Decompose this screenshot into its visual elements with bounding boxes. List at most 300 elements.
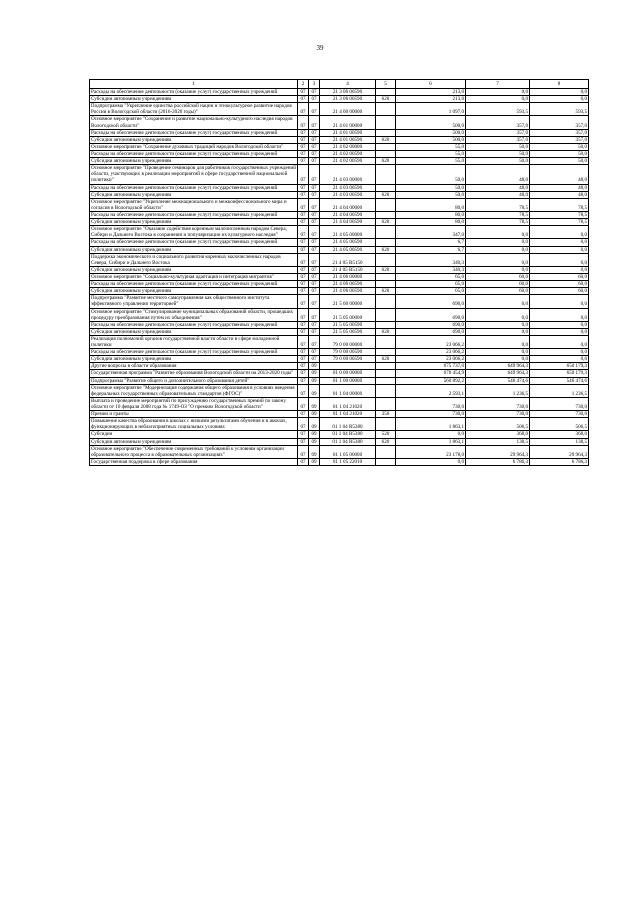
amount-year-1: 55,0 xyxy=(396,143,466,150)
target-article-code: 21 4 02 00590 xyxy=(320,158,376,165)
target-article-code: 79 0 00 00000 xyxy=(320,335,376,348)
amount-year-2: 357,0 xyxy=(466,136,530,143)
row-name: Субсидии автономным учреждениям xyxy=(90,328,298,335)
amount-year-1: 213,0 xyxy=(396,96,466,103)
subsection-code: 07 xyxy=(309,136,320,143)
subsection-code: 07 xyxy=(309,288,320,295)
amount-year-3: 6 786,3 xyxy=(530,458,589,465)
amount-year-1: 675 737,0 xyxy=(396,363,466,370)
row-name: Расходы на обеспечение деятельности (оказание услуг) государственных учреждений xyxy=(90,150,298,157)
amount-year-2: 78,5 xyxy=(466,219,530,226)
target-article-code: 01 1 05 22010 xyxy=(320,458,376,465)
amount-year-1: 1 863,1 xyxy=(396,418,466,431)
target-article-code: 01 1 05 00000 xyxy=(320,445,376,458)
target-article-code: 21 4 01 00590 xyxy=(320,129,376,136)
expense-type-code xyxy=(376,418,396,431)
row-name: Основное мероприятие "Социально-культурная адаптация и интеграция мигрантов" xyxy=(90,273,298,280)
column-header: 2 xyxy=(298,80,309,89)
amount-year-2: 368,0 xyxy=(466,431,530,438)
target-article-code: 01 1 04 21020 xyxy=(320,411,376,418)
row-name: Повышение качества образования в школах с низкими результатами обучения и в школах, функционирующих в неблагоприятных социальных условиях xyxy=(90,418,298,431)
target-article-code: 21 4 04 00590 xyxy=(320,211,376,218)
subsection-code: 09 xyxy=(309,445,320,458)
amount-year-1: 0,0 xyxy=(396,431,466,438)
target-article-code: 21 4 05 00000 xyxy=(320,226,376,239)
amount-year-1: 670 454,9 xyxy=(396,370,466,377)
amount-year-1: 80,0 xyxy=(396,211,466,218)
target-article-code: 21 4 03 00590 xyxy=(320,191,376,198)
row-name: Субсидии автономным учреждениям xyxy=(90,191,298,198)
subsection-code: 07 xyxy=(309,165,320,184)
row-name: Премии и гранты xyxy=(90,411,298,418)
expense-type-code xyxy=(376,253,396,266)
amount-year-3: 48,0 xyxy=(530,184,589,191)
section-code: 07 xyxy=(298,438,309,445)
expense-type-code xyxy=(376,211,396,218)
row-name: Основное мероприятие "Стимулирование муниципальных образований области, прошедших процедуру преобразования путем их объединения" xyxy=(90,308,298,321)
expense-type-code xyxy=(376,184,396,191)
amount-year-1: 500,0 xyxy=(396,136,466,143)
amount-year-1: 690,0 xyxy=(396,308,466,321)
amount-year-2: 506,5 xyxy=(466,418,530,431)
target-article-code: 21 4 05 R5150 xyxy=(320,266,376,273)
amount-year-2: 0,0 xyxy=(466,266,530,273)
section-code: 07 xyxy=(298,431,309,438)
table-row xyxy=(90,116,589,129)
section-code: 07 xyxy=(298,281,309,288)
amount-year-1: 50,0 xyxy=(396,165,466,184)
amount-year-2: 78,5 xyxy=(466,198,530,211)
amount-year-2: 357,0 xyxy=(466,116,530,129)
section-code: 07 xyxy=(298,384,309,397)
amount-year-3: 50,0 xyxy=(530,143,589,150)
subsection-code: 07 xyxy=(309,321,320,328)
target-article-code: 21 4 02 00000 xyxy=(320,143,376,150)
expense-type-code xyxy=(376,295,396,308)
table-row xyxy=(90,198,589,211)
column-header: 5 xyxy=(376,80,396,89)
subsection-code: 07 xyxy=(309,253,320,266)
amount-year-2: 0,0 xyxy=(466,335,530,348)
expense-type-code xyxy=(376,129,396,136)
expense-type-code xyxy=(376,445,396,458)
expense-type-code xyxy=(376,397,396,410)
column-header: 3 xyxy=(309,80,320,89)
expense-type-code xyxy=(376,239,396,246)
amount-year-1: 1 863,1 xyxy=(396,438,466,445)
subsection-code: 07 xyxy=(309,143,320,150)
subsection-code: 07 xyxy=(309,150,320,157)
expense-type-code xyxy=(376,384,396,397)
expense-type-code xyxy=(376,349,396,356)
amount-year-2: 546 474,6 xyxy=(466,377,530,384)
amount-year-1: 340,3 xyxy=(396,253,466,266)
row-name: Субсидии автономным учреждениям xyxy=(90,438,298,445)
table-row xyxy=(90,431,589,438)
section-code: 07 xyxy=(298,335,309,348)
row-name: Субсидии автономным учреждениям xyxy=(90,96,298,103)
subsection-code: 07 xyxy=(309,89,320,96)
section-code: 07 xyxy=(298,321,309,328)
expense-type-code: 620 xyxy=(376,328,396,335)
row-name: Основное мероприятие "Обеспечение современных требований к условиям организации образовательного процесса в образовательных организациях" xyxy=(90,445,298,458)
subsection-code: 09 xyxy=(309,370,320,377)
target-article-code: 01 1 04 00000 xyxy=(320,384,376,397)
section-code: 07 xyxy=(298,370,309,377)
expense-type-code: 620 xyxy=(376,356,396,363)
amount-year-2: 730,0 xyxy=(466,397,530,410)
amount-year-1: 23 066,2 xyxy=(396,349,466,356)
subsection-code: 07 xyxy=(309,266,320,273)
section-code: 07 xyxy=(298,458,309,465)
section-code: 07 xyxy=(298,129,309,136)
subsection-code: 07 xyxy=(309,239,320,246)
table-row xyxy=(90,418,589,431)
amount-year-1: 340,3 xyxy=(396,266,466,273)
row-name: Субсидии автономным учреждениям xyxy=(90,219,298,226)
amount-year-3: 0,0 xyxy=(530,308,589,321)
section-code: 07 xyxy=(298,143,309,150)
target-article-code: 21 4 06 00000 xyxy=(320,273,376,280)
target-article-code: 01 1 04 R5380 xyxy=(320,418,376,431)
target-article-code: 79 0 00 00590 xyxy=(320,349,376,356)
subsection-code: 07 xyxy=(309,335,320,348)
amount-year-3: 357,0 xyxy=(530,116,589,129)
expense-type-code xyxy=(376,370,396,377)
section-code: 07 xyxy=(298,246,309,253)
row-name: Субсидии автономным учреждениям xyxy=(90,266,298,273)
amount-year-1: 80,0 xyxy=(396,219,466,226)
target-article-code: 79 0 00 00590 xyxy=(320,356,376,363)
amount-year-3: 0,0 xyxy=(530,239,589,246)
table-row xyxy=(90,273,589,280)
expense-type-code xyxy=(376,308,396,321)
section-code: 07 xyxy=(298,165,309,184)
expense-type-code: 620 xyxy=(376,219,396,226)
subsection-code: 07 xyxy=(309,281,320,288)
amount-year-2: 0,0 xyxy=(466,295,530,308)
target-article-code: 21 4 01 00000 xyxy=(320,116,376,129)
table-row xyxy=(90,211,589,218)
amount-year-2: 0,0 xyxy=(466,96,530,103)
amount-year-3: 357,0 xyxy=(530,136,589,143)
section-code: 07 xyxy=(298,219,309,226)
amount-year-2: 0,0 xyxy=(466,246,530,253)
section-code: 07 xyxy=(298,211,309,218)
row-name: Субсидии автономным учреждениям xyxy=(90,356,298,363)
column-header: 7 xyxy=(466,80,530,89)
row-name: Подпрограмма "Развитие местного самоуправления как общественного института эффективного управления территорией" xyxy=(90,295,298,308)
subsection-code: 07 xyxy=(309,226,320,239)
row-name: Другие вопросы в области образования xyxy=(90,363,298,370)
target-article-code: 21 4 01 00590 xyxy=(320,136,376,143)
amount-year-2: 649 964,3 xyxy=(466,370,530,377)
amount-year-2: 0,0 xyxy=(466,239,530,246)
expense-type-code: 520 xyxy=(376,431,396,438)
target-article-code: 21 4 04 00000 xyxy=(320,198,376,211)
expense-type-code: 620 xyxy=(376,438,396,445)
amount-year-3: 357,0 xyxy=(530,129,589,136)
target-article-code: 21 4 00 00000 xyxy=(320,103,376,116)
subsection-code: 07 xyxy=(309,96,320,103)
section-code: 07 xyxy=(298,253,309,266)
expense-type-code xyxy=(376,281,396,288)
amount-year-2: 0,0 xyxy=(466,253,530,266)
table-row xyxy=(90,266,589,273)
amount-year-3: 0,0 xyxy=(530,328,589,335)
amount-year-1: 500,0 xyxy=(396,116,466,129)
amount-year-2: 0,0 xyxy=(466,226,530,239)
target-article-code: 01 1 04 21020 xyxy=(320,397,376,410)
target-article-code: 21 4 05 R5150 xyxy=(320,253,376,266)
table-row xyxy=(90,129,589,136)
table-row xyxy=(90,349,589,356)
table-row xyxy=(90,96,589,103)
table-row xyxy=(90,295,589,308)
amount-year-1: 690,0 xyxy=(396,328,466,335)
row-name: Расходы на обеспечение деятельности (оказание услуг) государственных учреждений xyxy=(90,281,298,288)
section-code: 07 xyxy=(298,273,309,280)
amount-year-1: 6,7 xyxy=(396,239,466,246)
subsection-code: 07 xyxy=(309,308,320,321)
row-name: Основное мероприятие "Укрепление межнационального и межконфессионального мира и согласия в Вологодской области" xyxy=(90,198,298,211)
section-code: 07 xyxy=(298,349,309,356)
table-row xyxy=(90,136,589,143)
table-row xyxy=(90,458,589,465)
amount-year-2: 730,0 xyxy=(466,411,530,418)
amount-year-3: 593,5 xyxy=(530,103,589,116)
section-code: 07 xyxy=(298,184,309,191)
table-row xyxy=(90,246,589,253)
expense-type-code xyxy=(376,165,396,184)
expense-type-code: 620 xyxy=(376,158,396,165)
table-row xyxy=(90,328,589,335)
amount-year-2: 357,0 xyxy=(466,129,530,136)
amount-year-3: 48,0 xyxy=(530,191,589,198)
amount-year-3: 0,0 xyxy=(530,96,589,103)
expense-type-code: 620 xyxy=(376,96,396,103)
amount-year-3: 60,0 xyxy=(530,288,589,295)
amount-year-2: 29 964,3 xyxy=(466,445,530,458)
subsection-code: 07 xyxy=(309,273,320,280)
expense-type-code xyxy=(376,335,396,348)
expense-type-code xyxy=(376,273,396,280)
column-header: 1 xyxy=(90,80,298,89)
row-name: Субсидии автономным учреждениям xyxy=(90,158,298,165)
amount-year-3: 50,0 xyxy=(530,150,589,157)
section-code: 07 xyxy=(298,116,309,129)
target-article-code: 21 4 03 00000 xyxy=(320,165,376,184)
subsection-code: 07 xyxy=(309,116,320,129)
expense-type-code xyxy=(376,103,396,116)
section-code: 07 xyxy=(298,308,309,321)
amount-year-1: 65,0 xyxy=(396,273,466,280)
target-article-code: 01 1 04 R5380 xyxy=(320,438,376,445)
subsection-code: 07 xyxy=(309,198,320,211)
table-row xyxy=(90,370,589,377)
amount-year-1: 213,0 xyxy=(396,89,466,96)
expense-type-code xyxy=(376,150,396,157)
amount-year-3: 138,5 xyxy=(530,438,589,445)
table-row xyxy=(90,411,589,418)
subsection-code: 07 xyxy=(309,191,320,198)
amount-year-3: 730,0 xyxy=(530,411,589,418)
amount-year-2: 48,0 xyxy=(466,191,530,198)
subsection-code: 09 xyxy=(309,411,320,418)
row-name: Реализация полномочий органов государственной власти области в сфере молодежной политики xyxy=(90,335,298,348)
section-code: 07 xyxy=(298,158,309,165)
section-code: 07 xyxy=(298,295,309,308)
amount-year-3: 0,0 xyxy=(530,246,589,253)
expense-type-code xyxy=(376,377,396,384)
amount-year-2: 50,0 xyxy=(466,150,530,157)
amount-year-1: 730,0 xyxy=(396,397,466,410)
row-name: Основное мероприятие "Сохранение и развитие национально-культурного наследия народов Вологодской области" xyxy=(90,116,298,129)
row-name: Основное мероприятие "Проведение семинаров для работников государственных учреждений области, участвующих в реализации мероприятий в сфере государственной национальной политики" xyxy=(91,165,296,184)
subsection-code: 09 xyxy=(309,384,320,397)
subsection-code: 09 xyxy=(309,377,320,384)
amount-year-3: 78,5 xyxy=(530,211,589,218)
target-article-code: 21 3 06 00590 xyxy=(320,96,376,103)
amount-year-1: 0,0 xyxy=(396,458,466,465)
table-row xyxy=(90,308,589,321)
subsection-code: 07 xyxy=(309,103,320,116)
target-article-code: 01 1 04 R5380 xyxy=(320,431,376,438)
section-code: 07 xyxy=(298,96,309,103)
section-code: 07 xyxy=(298,103,309,116)
section-code: 07 xyxy=(298,191,309,198)
table-row xyxy=(90,89,589,96)
column-header: 8 xyxy=(530,80,589,89)
amount-year-3: 650 179,3 xyxy=(530,370,589,377)
amount-year-1: 65,0 xyxy=(396,281,466,288)
table-row xyxy=(90,219,589,226)
subsection-code: 07 xyxy=(309,219,320,226)
table-row xyxy=(90,165,589,184)
amount-year-3: 78,5 xyxy=(530,198,589,211)
amount-year-3: 48,0 xyxy=(530,165,589,184)
row-name: Поддержка экономического и социального развития коренных малочисленных народов Севера, Сибири и Дальнего Востока xyxy=(90,253,298,266)
amount-year-2: 60,0 xyxy=(466,288,530,295)
amount-year-1: 730,0 xyxy=(396,411,466,418)
target-article-code: 21 4 06 00590 xyxy=(320,281,376,288)
target-article-code xyxy=(320,363,376,370)
table-row xyxy=(90,363,589,370)
amount-year-3: 1 236,5 xyxy=(530,384,589,397)
amount-year-2: 0,0 xyxy=(466,328,530,335)
table-row xyxy=(90,143,589,150)
amount-year-1: 50,0 xyxy=(396,191,466,198)
amount-year-1: 500,0 xyxy=(396,129,466,136)
amount-year-3: 0,0 xyxy=(530,349,589,356)
subsection-code: 09 xyxy=(309,363,320,370)
subsection-code: 09 xyxy=(309,397,320,410)
amount-year-2: 48,0 xyxy=(466,184,530,191)
section-code: 07 xyxy=(298,226,309,239)
target-article-code: 01 1 00 00000 xyxy=(320,377,376,384)
table-row xyxy=(90,321,589,328)
expense-type-code: 620 xyxy=(376,246,396,253)
amount-year-2: 6 786,3 xyxy=(466,458,530,465)
row-name: Расходы на обеспечение деятельности (оказание услуг) государственных учреждений xyxy=(90,239,298,246)
row-name: Подпрограмма "Укрепление единства российской нации и этнокультурное развитие народов России в Вологодской области (2016-2020 годы)" xyxy=(90,103,298,116)
amount-year-2: 60,0 xyxy=(466,281,530,288)
section-code: 07 xyxy=(298,198,309,211)
amount-year-1: 1 097,0 xyxy=(396,103,466,116)
target-article-code: 21 4 06 00590 xyxy=(320,288,376,295)
section-code: 07 xyxy=(298,377,309,384)
table-row xyxy=(90,226,589,239)
table-row xyxy=(90,335,589,348)
section-code: 07 xyxy=(298,411,309,418)
section-code: 07 xyxy=(298,150,309,157)
expense-type-code: 620 xyxy=(376,288,396,295)
amount-year-3: 60,0 xyxy=(530,273,589,280)
expense-type-code: 620 xyxy=(376,266,396,273)
amount-year-2: 50,0 xyxy=(466,158,530,165)
section-code: 07 xyxy=(298,418,309,431)
amount-year-2: 593,5 xyxy=(466,103,530,116)
section-code: 07 xyxy=(298,328,309,335)
amount-year-1: 23 178,0 xyxy=(396,445,466,458)
amount-year-2: 50,0 xyxy=(466,143,530,150)
section-code: 07 xyxy=(298,89,309,96)
target-article-code: 21 5 05 00590 xyxy=(320,321,376,328)
amount-year-1: 347,0 xyxy=(396,226,466,239)
amount-year-3: 506,5 xyxy=(530,418,589,431)
target-article-code: 21 4 05 00590 xyxy=(320,239,376,246)
target-article-code: 01 0 00 00000 xyxy=(320,370,376,377)
amount-year-3: 0,0 xyxy=(530,295,589,308)
subsection-code: 07 xyxy=(309,211,320,218)
table-row xyxy=(90,438,589,445)
subsection-code: 07 xyxy=(309,129,320,136)
subsection-code: 09 xyxy=(309,431,320,438)
amount-year-3: 78,5 xyxy=(530,219,589,226)
subsection-code: 09 xyxy=(309,438,320,445)
amount-year-2: 0,0 xyxy=(466,349,530,356)
row-name: Расходы на обеспечение деятельности (оказание услуг) государственных учреждений xyxy=(90,129,298,136)
amount-year-3: 60,0 xyxy=(530,281,589,288)
amount-year-3: 0,0 xyxy=(530,335,589,348)
amount-year-2: 649 964,3 xyxy=(466,363,530,370)
table-row xyxy=(90,445,589,458)
expense-type-code xyxy=(376,321,396,328)
budget-table xyxy=(89,79,589,466)
amount-year-3: 730,0 xyxy=(530,397,589,410)
column-header: 4 xyxy=(320,80,376,89)
section-code: 07 xyxy=(298,266,309,273)
amount-year-2: 0,0 xyxy=(466,356,530,363)
amount-year-1: 65,0 xyxy=(396,288,466,295)
amount-year-2: 78,5 xyxy=(466,211,530,218)
table-row xyxy=(90,253,589,266)
amount-year-3: 0,0 xyxy=(530,266,589,273)
row-name: Основное мероприятие "Модернизация содержания общего образования в условиях введения федеральных государственных образовательных стандартов (ФГОС)" xyxy=(90,384,298,397)
amount-year-1: 23 066,2 xyxy=(396,335,466,348)
expense-type-code: 350 xyxy=(376,411,396,418)
amount-year-3: 546 474,6 xyxy=(530,377,589,384)
amount-year-1: 2 593,1 xyxy=(396,384,466,397)
amount-year-2: 0,0 xyxy=(466,308,530,321)
row-name: Расходы на обеспечение деятельности (оказание услуг) государственных учреждений xyxy=(90,349,298,356)
amount-year-3: 0,0 xyxy=(530,253,589,266)
expense-type-code xyxy=(376,458,396,465)
table-row xyxy=(90,397,589,410)
amount-year-3: 650 179,3 xyxy=(530,363,589,370)
amount-year-2: 48,0 xyxy=(466,165,530,184)
target-article-code: 21 4 04 00590 xyxy=(320,219,376,226)
